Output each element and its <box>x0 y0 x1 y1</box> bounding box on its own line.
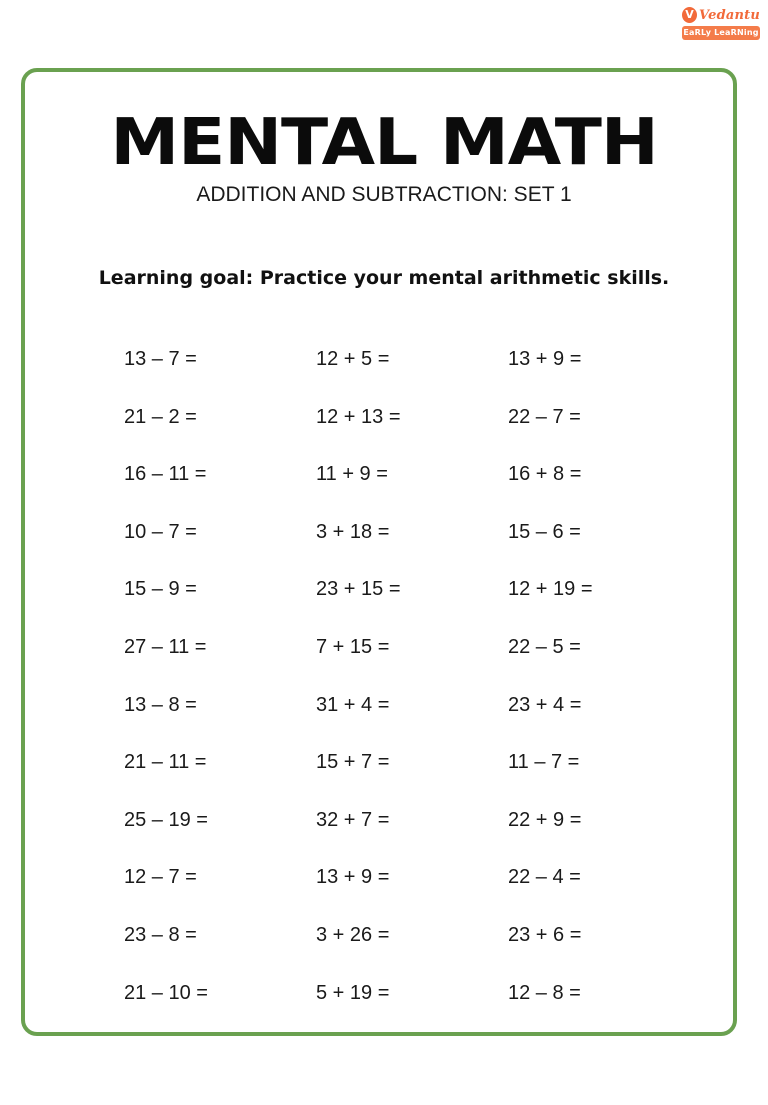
math-problem: 11 + 9 = <box>316 463 388 486</box>
math-problem: 12 + 13 = <box>316 405 401 428</box>
math-problem: 23 + 4 = <box>508 693 582 716</box>
math-problem: 10 – 7 = <box>124 520 197 543</box>
math-problem: 12 + 5 = <box>316 348 390 370</box>
math-problem: 22 – 5 = <box>508 635 581 658</box>
math-problem: 15 – 6 = <box>508 520 581 543</box>
vedantu-logo-icon: V <box>682 7 697 23</box>
math-problem: 3 + 18 = <box>316 520 390 543</box>
learning-goal: Learning goal: Practice your mental arithmetic skills. <box>98 267 670 289</box>
page-title: MENTAL MATH <box>110 106 658 180</box>
math-problem: 23 + 15 = <box>316 578 401 601</box>
math-problem: 21 – 10 = <box>124 981 208 1004</box>
vedantu-logo <box>682 6 760 42</box>
math-problem: 12 – 8 = <box>508 981 581 1004</box>
math-problem: 22 – 4 = <box>508 866 581 889</box>
math-problem: 12 – 7 = <box>124 866 197 889</box>
math-problem: 21 – 11 = <box>124 751 207 774</box>
page-subtitle: ADDITION AND SUBTRACTION: SET 1 <box>196 183 572 206</box>
math-problem: 7 + 15 = <box>316 635 390 658</box>
math-problem: 16 – 11 = <box>124 463 207 486</box>
math-problem: 21 – 2 = <box>124 405 197 428</box>
math-problem: 23 + 6 = <box>508 923 582 946</box>
math-problem: 22 + 9 = <box>508 808 582 831</box>
math-problem: 13 – 8 = <box>124 693 197 716</box>
logo-tagline: EaRLy LeaRNing <box>682 26 760 40</box>
logo-top-row <box>682 6 760 24</box>
math-problem: 3 + 26 = <box>316 923 390 946</box>
logo-brand-name: Vedantu <box>699 7 760 23</box>
math-problem: 13 – 7 = <box>124 348 197 370</box>
math-problem: 15 + 7 = <box>316 751 390 774</box>
math-problem: 22 – 7 = <box>508 405 581 428</box>
math-problem: 16 + 8 = <box>508 463 582 486</box>
math-problem: 31 + 4 = <box>316 693 390 716</box>
math-problem: 13 + 9 = <box>316 866 390 889</box>
math-problem: 15 – 9 = <box>124 578 197 601</box>
math-problem: 11 – 7 = <box>508 751 580 774</box>
math-problem: 27 – 11 = <box>124 635 207 658</box>
math-problem: 13 + 9 = <box>508 348 582 370</box>
math-problem: 23 – 8 = <box>124 923 197 946</box>
math-problem: 25 – 19 = <box>124 808 208 831</box>
math-problem: 5 + 19 = <box>316 981 390 1004</box>
math-problem: 32 + 7 = <box>316 808 390 831</box>
problem-grid <box>124 346 684 1037</box>
math-problem: 12 + 19 = <box>508 578 593 601</box>
